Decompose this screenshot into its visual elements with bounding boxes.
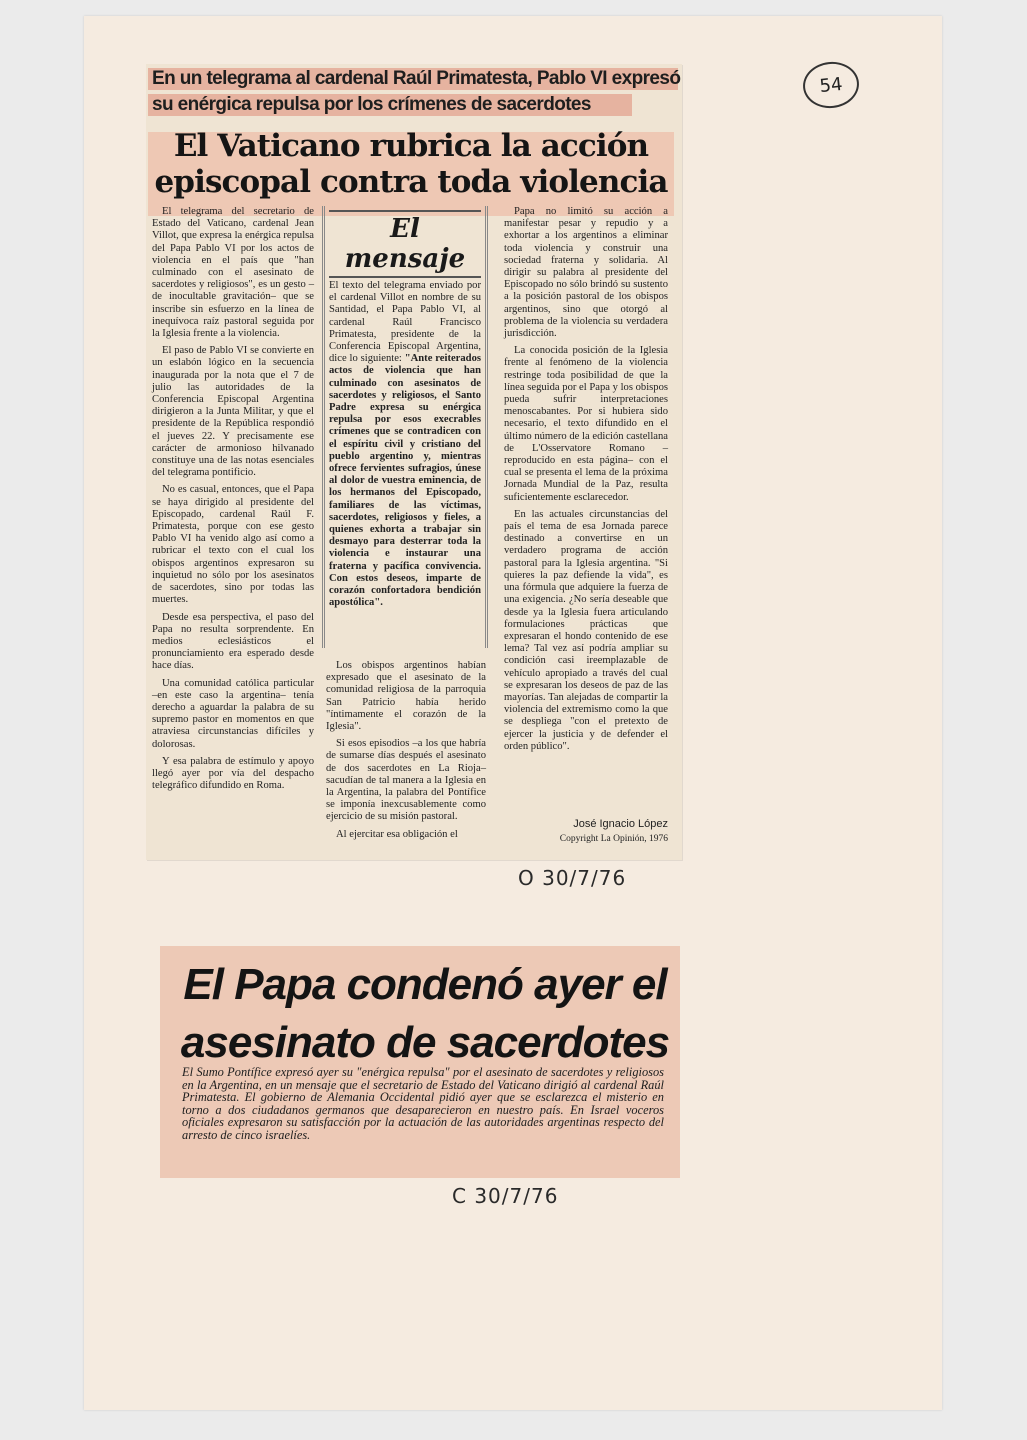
headline-line-2: asesinato de sacerdotes: [180, 1018, 670, 1067]
paragraph: La conocida posición de la Iglesia frente al fenómeno de la violencia restringe toda posibilidad de que la línea seguida por el Papa y los obispos pueda sufrir interpretaciones menoscabantes. Por si hubiera sido necesario, el texto difundido en el último número de la edición castellana de L'Osservatore Romano –reproducido en esta página– con el cual se presenta el lema de la próxima Jornada Mundial de la Paz, resulta suficientemente esclarecedor.: [504, 345, 668, 503]
paragraph: Los obispos argentinos habían expresado que el asesinato de la comunidad religiosa de la parroquia San Patricio había herido "íntimamente el corazón de la Iglesia".: [326, 660, 486, 733]
column-right: [504, 206, 668, 758]
kicker-line-1: En un telegrama al cardenal Raúl Primatesta, Pablo VI expresó: [152, 68, 681, 89]
paragraph: El telegrama del secretario de Estado del Vaticano, cardenal Jean Villot, que expresa la enérgica repulsa del Papa Pablo VI por los actos de violencia en el país que "han culminado con el asesinato de sacerdotes y religiosos", es un gesto –de inocultable gravitación– que se inscribe sin esfuerzo en la línea de inequívoca raíz pastoral seguida por la Iglesia frente a la violencia.: [152, 206, 314, 340]
copyright: Copyright La Opinión, 1976: [559, 834, 668, 844]
paragraph: Si esos episodios –a los que habría de sumarse días después el asesinato de dos sacerdotes en La Rioja– sacudían de tal manera a la Iglesia en la Argentina, la palabra del Pontífice se imponía inexcusablemente como ejercicio de su misión pastoral.: [326, 738, 486, 823]
paragraph: Papa no limitó su acción a manifestar pesar y repudio y a exhortar a los argentinos a eliminar toda violencia y construir una sociedad fraterna y solidaria. Al dirigir su palabra al presidente del Episcopado no sólo brindó su sustento a la posición pastoral de los obispos argentinos, sino que otorgó al problema de la violencia su verdadera jurisdicción.: [504, 206, 668, 340]
kicker-line-2: su enérgica repulsa por los crímenes de sacerdotes: [152, 94, 591, 115]
page-number-text: 54: [818, 73, 844, 97]
headline-line-1: El Vaticano rubrica la acción: [173, 128, 649, 164]
column-left: [152, 206, 314, 797]
paragraph: Al ejercitar esa obligación el: [336, 828, 458, 840]
mensaje-title: El mensaje: [329, 210, 481, 278]
mensaje-intro: El texto del telegrama enviado por el cardenal Villot en nombre de su Santidad, el Papa Pablo VI, al cardenal Raúl Francisco Primatesta, presidente de la Conferencia Episcopal Argentina, dice lo siguiente:: [329, 280, 481, 365]
byline: José Ignacio López: [573, 818, 668, 830]
column-middle-bottom: [326, 660, 486, 846]
headline-line-1: El Papa condenó ayer el: [183, 960, 667, 1009]
paragraph: Y esa palabra de estímulo y apoyo llegó ayer por vía del despacho telegráfico difundido en Roma.: [152, 755, 314, 792]
article2-headline: [170, 956, 680, 1072]
paragraph: Una comunidad católica particular –en este caso la argentina– tenía derecho a aguardar la palabra de su supremo pastor en momentos en que atraviesa circunstancias difíciles y dolorosas.: [152, 677, 314, 750]
mensaje-quote: "Ante reiterados actos de violencia que han culminado con asesinatos de sacerdotes y religiosos, el Santo Padre expresa su enérgica repulsa por esos execrables crímenes que se contradicen con el espíritu civil y cristiano del pueblo argentino y, mientras ofrece fervientes sufragios, únese al dolor de vuestra eminencia, de los hermanos del Episcopado, familiares de las víctimas, sacerdotes, religiosos y fieles, a quienes exhorta a trabajar sin desmayo para desterrar toda la violencia e instaurar una fraterna y pacífica convivencia. Con estos deseos, imparte de corazón confortadora bendición apostólica".: [329, 353, 481, 609]
paragraph: Desde esa perspectiva, el paso del Papa no resulta sorprendente. En medios eclesiásticos el pronunciamiento era esperado desde hace días.: [152, 611, 314, 672]
handwritten-date-2: C 30/7/76: [452, 1184, 559, 1208]
clipping-vaticano: [146, 64, 682, 860]
paragraph: No es casual, entonces, que el Papa se haya dirigido al presidente del Episcopado, cardenal Raúl F. Primatesta, porque con ese gesto Pablo VI ha venido algo así como a rubricar el texto con el cual los obispos argentinos expresaron su inquietud no sólo por los asesinatos de sacerdotes, sino por todas las muertes.: [152, 484, 314, 606]
article2-lead: El Sumo Pontífice expresó ayer su "enérgica repulsa" por el asesinato de sacerdotes y religiosos en la Argentina, en un mensaje que el secretario de Estado del Vaticano dirigió al cardenal Raúl Primatesta. El gobierno de Alemania Occidental pidió ayer que se esclarezca el misterio en torno a dos ciudadanos germanos que desaparecieron en nuestro país. En Israel voceros oficiales expresaron su satisfacción por la actuación de las autoridades argentinas respecto del arresto de cinco israelíes.: [182, 1065, 664, 1142]
handwritten-date-1: O 30/7/76: [518, 866, 627, 890]
mensaje-sidebar: [322, 206, 488, 648]
paragraph: El paso de Pablo VI se convierte en un eslabón lógico en la secuencia inaugurada por la nota que el 7 de julio las autoridades de la Conferencia Episcopal Argentina dirigieron a la Junta Militar, y que el presidente de la República respondió el jueves 22. Y precisamente ese carácter de armonioso hilvanado constituye una de las notas esenciales del telegrama pontificio.: [152, 345, 314, 479]
clipping-papa-condeno: [160, 946, 680, 1178]
mensaje-body: [329, 280, 481, 609]
headline-line-2: episcopal contra toda violencia: [154, 164, 668, 200]
article1-headline: [146, 128, 676, 200]
paragraph: En las actuales circunstancias del país el tema de esa Jornada parece destinado a convertirse en un verdadero programa de acción pastoral para la Iglesia argentina. "Si quieres la paz defiende la vida", es una fórmula que adquiere la fuerza de una exigencia. ¿No sería deseable que desde ya la Iglesia fuera articulando formulaciones prácticas que expresaran el hondo contenido de ese lema? Tal vez así podría ampliar su condición casi ireemplazable de vehículo apropiado a través del cual se expresaran los deseos de paz de las mayorías. Tan alejadas de compartir la violencia del extremismo como la que se despliega "con el pretexto de ejercer la justicia y de defender el orden público".: [504, 508, 668, 752]
